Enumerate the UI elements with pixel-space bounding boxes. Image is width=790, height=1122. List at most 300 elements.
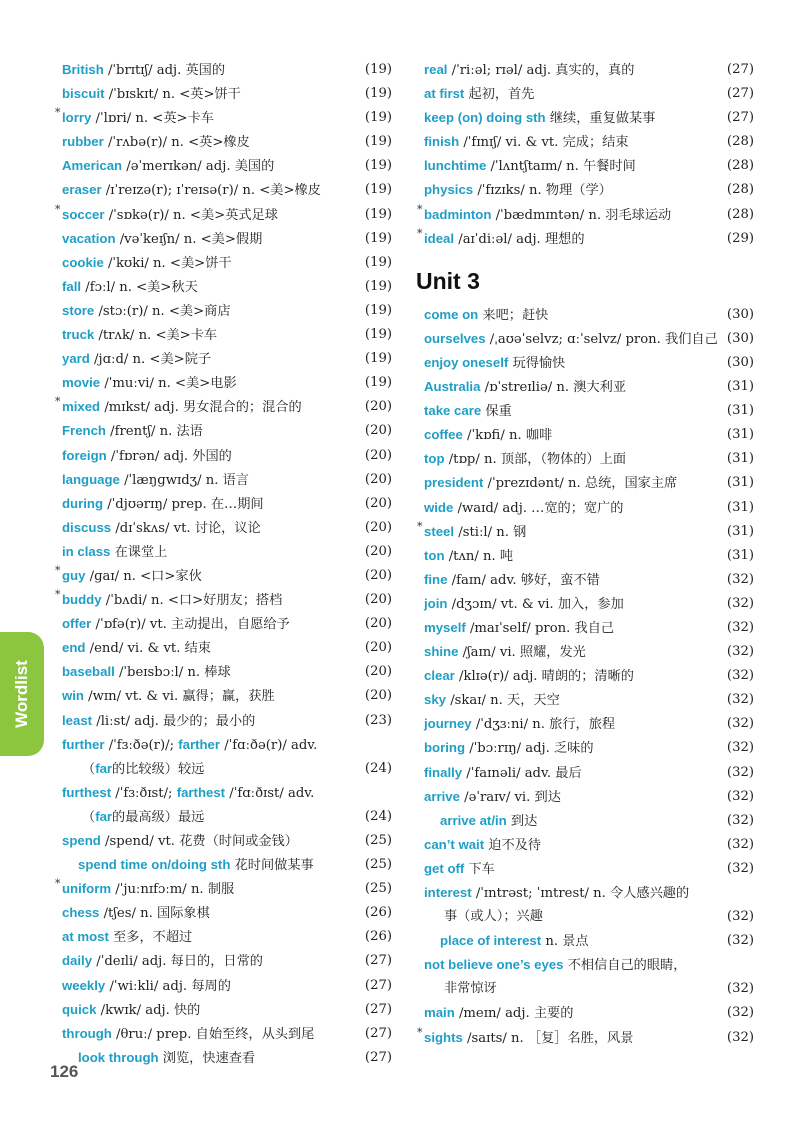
wordlist-entry	[424, 447, 754, 471]
entry-definition: /dʒɔɪn/ vt. & vi. 加入，参加	[447, 596, 624, 612]
entry-definition: 事（或人）；兴趣	[444, 909, 543, 925]
unit-page-ref: (25)	[364, 833, 392, 848]
unit-page-ref: (32)	[726, 619, 754, 635]
wordlist-entry	[62, 227, 392, 251]
entry-definition: /spend/ vt. 花费（时间或金钱）	[100, 834, 298, 849]
entry-definition: /jɑːd/ n. <美>院子	[89, 352, 212, 368]
unit-page-ref: (20)	[364, 447, 392, 463]
unit-page-ref: (26)	[364, 905, 392, 921]
new-word-marker: *	[55, 563, 61, 577]
new-word-marker: *	[417, 1025, 423, 1039]
headword: British	[62, 62, 104, 77]
headword: store	[62, 302, 95, 318]
headword: keep (on) doing sth	[424, 110, 546, 126]
entry-definition: 浏览，快速查看	[158, 1050, 256, 1066]
wordlist-entry	[417, 226, 754, 251]
headword: cookie	[62, 254, 104, 270]
wordlist-entry	[424, 1001, 754, 1025]
wordlist-entry	[62, 444, 392, 468]
wordlist-entry	[62, 468, 392, 492]
unit-page-ref: (25)	[364, 857, 392, 873]
unit-page-ref: (27)	[364, 1001, 392, 1017]
unit-page-ref: (28)	[726, 182, 754, 198]
entry-definition: 花时间做某事	[230, 858, 314, 874]
entry-definition: /ɪˈreɪzə(r); ɪˈreɪsə(r)/ n. <美>橡皮	[101, 183, 321, 199]
entry-definition: /ɒˈstreɪliə/ n. 澳大利亚	[480, 380, 627, 396]
wordlist-entry	[424, 616, 754, 640]
wordlist-entry	[55, 106, 392, 130]
entry-definition: /ˈbɪskɪt/ n. <英>饼干	[104, 87, 241, 103]
new-word-marker: *	[417, 226, 423, 240]
headword: quick	[62, 1001, 97, 1017]
headword: rubber	[62, 134, 104, 150]
unit-page-ref: (31)	[726, 499, 754, 515]
wordlist-entry	[62, 178, 392, 202]
headword: at most	[62, 929, 109, 945]
unit-page-ref: (27)	[364, 1049, 392, 1065]
entry-definition: /tɒp/ n. 顶部，（物体的）上面	[444, 452, 627, 468]
unit-page-ref: (32)	[726, 764, 754, 780]
wordlist-entry	[424, 303, 754, 327]
wordlist-entry	[62, 82, 392, 106]
headword: finally	[424, 764, 463, 780]
unit-page-ref: (20)	[364, 592, 392, 608]
headword: fine	[424, 571, 448, 587]
entry-definition: /kwɪk/ adj. 快的	[96, 1002, 201, 1018]
unit-page-ref: (27)	[726, 110, 754, 126]
entry-definition: /ˈlɒri/ n. <英>卡车	[91, 111, 214, 127]
headword: furthest	[62, 784, 112, 800]
wordlist-entry	[62, 516, 392, 540]
wordlist-entry	[424, 106, 754, 130]
unit-page-ref: (32)	[726, 1029, 754, 1045]
headword: ton	[424, 547, 445, 563]
headword: steel	[424, 523, 455, 539]
unit-page-ref: (31)	[726, 523, 754, 539]
unit-page-ref: (31)	[726, 403, 754, 419]
wordlist-entry	[424, 568, 754, 592]
new-word-marker: *	[417, 202, 423, 216]
headword: daily	[62, 953, 93, 969]
wordlist-entry	[417, 1025, 754, 1050]
entry-definition: /skaɪ/ n. 天，天空	[446, 693, 560, 709]
entry-definition: /əˈmerɪkən/ adj. 美国的	[122, 159, 275, 175]
wordlist-subentry	[424, 929, 754, 953]
entry-definition: /ˈɪntrəst; ˈɪntrest/ n. 令人感兴趣的	[471, 886, 690, 901]
unit-page-ref: (19)	[364, 86, 392, 102]
wordlist-entry	[424, 785, 754, 809]
unit-page-ref: (32)	[726, 668, 754, 684]
unit-heading: Unit 3	[416, 267, 480, 294]
wordlist-entry	[424, 130, 754, 154]
headword: get off	[424, 860, 465, 876]
wordlist-entry	[55, 877, 392, 901]
entry-definition: /wɪn/ vt. & vi. 赢得；赢，获胜	[83, 689, 275, 705]
headword: badminton	[424, 206, 492, 222]
wordlist-entry	[55, 202, 392, 227]
headword: clear	[424, 668, 455, 684]
headword: baseball	[62, 664, 115, 680]
unit-page-ref: (32)	[726, 644, 754, 660]
wordlist-entry	[62, 371, 392, 395]
entry-definition: /ˈbædmɪntən/ n. 羽毛球运动	[491, 207, 672, 223]
wordlist-entry	[62, 154, 392, 178]
entry-definition: /əˈraɪv/ vi. 到达	[459, 789, 561, 805]
entry-definition: /ˈsɒkə(r)/ n. <美>英式足球	[104, 207, 278, 223]
entry-definition: 在课堂上	[110, 544, 168, 560]
headword: lorry	[62, 110, 92, 126]
wordlist-entry	[62, 925, 392, 949]
headword: spend	[62, 833, 101, 848]
wordlist-entry	[62, 275, 392, 299]
entry-definition: 到达	[506, 813, 538, 829]
wordlist-entry-continuation	[62, 757, 392, 781]
entry-definition: /frentʃ/ n. 法语	[105, 424, 203, 440]
headword: Australia	[424, 379, 481, 395]
entry-definition: /ˈlʌntʃtaɪm/ n. 午餐时间	[486, 159, 636, 175]
headword: sights	[424, 1029, 463, 1045]
entry-definition: 来吧；赶快	[478, 307, 549, 323]
wordlist-entry	[62, 636, 392, 660]
wordlist-entry	[417, 202, 754, 227]
entry-definition: /dɪˈskʌs/ vt. 讨论，议论	[111, 520, 261, 536]
wordlist-side-tab	[0, 632, 44, 756]
wordlist-entry	[424, 761, 754, 785]
wordlist-entry	[62, 130, 392, 154]
unit-page-ref: (32)	[726, 933, 754, 949]
unit-page-ref: (31)	[726, 427, 754, 443]
entry-definition: 的最高级）最远	[112, 809, 205, 825]
wordlist-entry	[424, 881, 754, 905]
headword: arrive at/in	[440, 812, 507, 828]
headword: end	[62, 640, 86, 656]
headword: movie	[62, 375, 101, 391]
headword: foreign	[62, 447, 107, 463]
unit-page-ref: (31)	[726, 547, 754, 563]
entry-definition: /ˈdʒɜːni/ n. 旅行，旅程	[471, 717, 616, 733]
wordlist-entry	[62, 612, 392, 636]
headword: American	[62, 158, 123, 174]
entry-definition: /ˈwiːkli/ adj. 每周的	[105, 978, 231, 994]
wordlist-entry	[424, 399, 754, 423]
new-word-marker: *	[55, 202, 61, 216]
headword-variant: farther	[178, 736, 220, 752]
entry-definition: 继续，重复做某事	[545, 111, 656, 127]
wordlist-subentry	[62, 1046, 392, 1070]
headword: guy	[62, 567, 86, 583]
unit-page-ref: (20)	[364, 640, 392, 656]
entry-definition: /ˈfɜːðə(r)/;	[104, 737, 179, 753]
wordlist-subentry	[62, 853, 392, 877]
headword: physics	[424, 182, 474, 198]
headword: take care	[424, 403, 482, 419]
headword: uniform	[62, 881, 112, 897]
entry-definition: /ˈfɒrən/ adj. 外国的	[106, 448, 232, 464]
unit-page-ref: (32)	[726, 909, 754, 925]
headword: through	[62, 1025, 112, 1041]
new-word-marker: *	[55, 395, 61, 409]
wordlist-right-column	[416, 58, 754, 1050]
new-word-marker: *	[417, 519, 423, 533]
unit-page-ref: (20)	[364, 495, 392, 511]
unit-page-ref: (32)	[726, 740, 754, 756]
entry-definition: /ˈdjʊərɪŋ/ prep. 在…期间	[103, 496, 264, 512]
wordlist-entry	[424, 712, 754, 736]
entry-definition: /meɪn/ adj. 主要的	[454, 1006, 574, 1022]
wordlist-entry	[424, 664, 754, 688]
unit-page-ref: (32)	[726, 595, 754, 611]
headword: shine	[424, 644, 459, 660]
entry-definition: /aɪˈdiːəl/ adj. 理想的	[454, 231, 585, 247]
unit-page-ref: (19)	[364, 134, 392, 150]
headword: further	[62, 736, 105, 752]
headword: offer	[62, 616, 92, 632]
wordlist-entry	[424, 327, 754, 351]
wordlist-entry	[424, 471, 754, 495]
entry-definition: n. 景点	[541, 934, 589, 950]
headword: during	[62, 495, 104, 511]
headword: president	[424, 475, 484, 491]
entry-definition: /ɡaɪ/ n. <口>家伙	[85, 568, 202, 584]
entry-definition: /ˈbeɪsbɔːl/ n. 棒球	[114, 665, 231, 681]
wordlist-subentry	[424, 809, 754, 833]
headword: ideal	[424, 230, 455, 246]
headword: chess	[62, 905, 100, 921]
unit-page-ref: (19)	[364, 375, 392, 391]
wordlist-entry	[62, 323, 392, 347]
headword: boring	[424, 740, 466, 756]
wordlist-entry	[424, 544, 754, 568]
headword: lunchtime	[424, 158, 487, 174]
unit-page-ref: (32)	[726, 836, 754, 852]
headword: vacation	[62, 230, 116, 246]
unit-page-ref: (19)	[364, 278, 392, 294]
entry-definition: /ˈfɪzɪks/ n. 物理（学）	[473, 183, 612, 199]
wordlist-entry	[62, 419, 392, 443]
wordlist-entry	[62, 733, 392, 757]
headword: in class	[62, 543, 111, 559]
unit-page-ref: (20)	[364, 423, 392, 439]
unit-page-ref: (20)	[364, 399, 392, 415]
unit-page-ref: (32)	[726, 1005, 754, 1021]
wordlist-entry-continuation	[424, 905, 754, 929]
unit-page-ref: (27)	[364, 953, 392, 969]
entry-definition: 非常惊讶	[444, 981, 497, 997]
headword: ourselves	[424, 330, 486, 346]
wordlist-entry-continuation	[62, 805, 392, 829]
entry-definition: /ˈkʊki/ n. <美>饼干	[103, 255, 232, 271]
unit-page-ref: (19)	[364, 158, 392, 174]
unit-page-ref: (20)	[364, 664, 392, 680]
unit-page-ref: (30)	[726, 354, 754, 370]
unit-page-ref: (32)	[726, 981, 754, 997]
headword: join	[424, 595, 448, 611]
wordlist-entry	[62, 829, 392, 853]
headword: soccer	[62, 206, 105, 222]
unit-page-ref: (20)	[364, 519, 392, 535]
wordlist-entry	[62, 58, 392, 82]
wordlist-entry	[424, 58, 754, 82]
unit-page-ref: (19)	[364, 206, 392, 222]
unit-page-ref: (31)	[726, 379, 754, 395]
unit-page-ref: (19)	[364, 302, 392, 318]
side-tab-label: Wordlist	[12, 660, 31, 728]
entry-definition: /stɔː(r)/ n. <美>商店	[94, 303, 231, 319]
headword: main	[424, 1005, 455, 1021]
wordlist-entry	[424, 688, 754, 712]
wordlist-entry	[62, 251, 392, 275]
headword: sky	[424, 692, 447, 708]
wordlist-left-column	[55, 58, 392, 1070]
entry-definition: /ˈriːəl; rɪəl/ adj. 真实的，真的	[447, 63, 635, 78]
headword: top	[424, 451, 445, 467]
headword: interest	[424, 885, 472, 900]
unit-page-ref: (31)	[726, 475, 754, 491]
unit-page-ref: (32)	[726, 716, 754, 732]
entry-definition: 的比较级）较远	[112, 761, 205, 777]
headword: French	[62, 423, 106, 439]
unit-page-ref: (20)	[364, 688, 392, 704]
entry-definition: /ˈɒfə(r)/ vt. 主动提出，自愿给予	[91, 617, 290, 633]
page-number: 126	[50, 1062, 79, 1081]
wordlist-entry	[62, 492, 392, 516]
unit-page-ref: (28)	[726, 134, 754, 150]
headword: myself	[424, 619, 466, 635]
unit-page-ref: (25)	[364, 881, 392, 897]
unit-page-ref: (30)	[726, 306, 754, 322]
unit-page-ref: (20)	[364, 543, 392, 559]
wordlist-entry-continuation	[424, 977, 754, 1001]
headword: win	[62, 688, 84, 704]
entry-definition: /fɔːl/ n. <美>秋天	[81, 279, 198, 295]
wordlist-entry	[62, 974, 392, 998]
wordlist-entry	[62, 998, 392, 1022]
entry-definition: /ˌaʊəˈselvz; ɑːˈselvz/ pron. 我们自己	[485, 331, 718, 347]
wordlist-entry	[417, 519, 754, 544]
wordlist-entry	[424, 496, 754, 520]
wordlist-entry	[424, 154, 754, 178]
headword: buddy	[62, 592, 102, 608]
unit-page-ref: (30)	[726, 330, 754, 346]
headword: weekly	[62, 977, 106, 993]
unit-page-ref: (19)	[364, 62, 392, 77]
unit-page-ref: (27)	[364, 977, 392, 993]
wordlist-entry	[62, 347, 392, 371]
wordlist-entry	[62, 709, 392, 733]
entry-definition: /ˈdeɪli/ adj. 每日的，日常的	[92, 954, 263, 970]
unit-page-ref: (20)	[364, 567, 392, 583]
headword: yard	[62, 351, 90, 367]
unit-page-ref: (19)	[364, 230, 392, 246]
entry-definition: /ˈprezɪdənt/ n. 总统，国家主席	[483, 476, 678, 492]
wordlist-entry	[424, 736, 754, 760]
unit-page-ref: (19)	[364, 351, 392, 367]
headword: discuss	[62, 519, 112, 535]
headword: enjoy oneself	[424, 354, 509, 370]
unit-page-ref: (23)	[364, 712, 392, 728]
wordlist-entry	[55, 563, 392, 588]
headword: far	[95, 760, 113, 776]
unit-page-ref: (19)	[364, 327, 392, 343]
entry-definition: 保重	[481, 404, 512, 420]
entry-definition: /ˈmuːvi/ n. <美>电影	[100, 376, 237, 392]
unit-page-ref: (24)	[364, 808, 392, 824]
wordlist-entry	[62, 299, 392, 323]
headword: wide	[424, 499, 454, 515]
entry-definition: /θruː/ prep. 自始至终，从头到尾	[111, 1026, 315, 1042]
headword: journey	[424, 716, 472, 732]
wordlist-entry	[62, 540, 392, 564]
headword: spend time on/doing sth	[78, 857, 231, 873]
unit-page-ref: (29)	[726, 230, 754, 246]
new-word-marker: *	[55, 588, 61, 602]
headword: place of interest	[440, 933, 542, 949]
wordlist-entry	[424, 833, 754, 857]
entry-definition: /ˈbʌdi/ n. <口>好朋友；搭档	[101, 593, 283, 609]
unit-page-ref: (28)	[726, 158, 754, 174]
wordlist-entry	[424, 178, 754, 202]
wordlist-entry	[424, 351, 754, 375]
wordlist-entry	[55, 395, 392, 419]
entry-definition: /ˈfɪnɪʃ/ vi. & vt. 完成；结束	[459, 135, 629, 151]
wordlist-entry	[424, 423, 754, 447]
unit-page-ref: (32)	[726, 812, 754, 828]
entry-definition: /ˈjuːnɪfɔːm/ n. 制服	[111, 882, 235, 898]
wordlist-entry	[424, 375, 754, 399]
entry-definition: /faɪn/ adv. 够好，蛮不错	[447, 572, 600, 588]
unit-page-ref: (32)	[726, 692, 754, 708]
entry-definition-variant: /ˈfɑːðə(r)/ adv.	[220, 737, 318, 753]
entry-definition: /maɪˈself/ pron. 我自己	[465, 620, 615, 636]
wordlist-entry	[424, 640, 754, 664]
headword: look through	[78, 1049, 159, 1065]
entry-definition: /ˈfaɪnəli/ adv. 最后	[462, 765, 582, 781]
entry-definition: /ʃaɪn/ vi. 照耀，发光	[458, 645, 586, 661]
headword: least	[62, 712, 93, 728]
headword: at first	[424, 86, 465, 102]
headword: arrive	[424, 788, 460, 804]
unit-page-ref: (31)	[726, 451, 754, 467]
unit-page-ref: (32)	[726, 788, 754, 804]
unit-page-ref: (24)	[364, 760, 392, 776]
unit-page-ref: (32)	[726, 571, 754, 587]
entry-definition: 玩得愉快	[508, 355, 566, 371]
entry-definition: /ˈfɜːðɪst/;	[111, 785, 177, 801]
unit-page-ref: (27)	[364, 1025, 392, 1041]
entry-bracket: （	[82, 761, 96, 777]
entry-definition: /ˈrʌbə(r)/ n. <英>橡皮	[103, 135, 250, 151]
headword: far	[95, 808, 113, 824]
unit-page-ref: (19)	[364, 254, 392, 270]
entry-definition: 下车	[464, 861, 495, 877]
wordlist-entry	[62, 781, 392, 805]
entry-definition: 至多，不超过	[108, 930, 193, 946]
headword: truck	[62, 327, 95, 343]
entry-definition: /saɪts/ n. ［复］名胜，风景	[462, 1030, 634, 1046]
wordlist-entry	[424, 857, 754, 881]
unit-page-ref: (20)	[364, 616, 392, 632]
wordlist-entry	[62, 901, 392, 925]
wordlist-entry	[62, 660, 392, 684]
entry-definition: /liːst/ adj. 最少的；最小的	[92, 713, 256, 729]
unit-page-ref: (19)	[364, 182, 392, 198]
entry-definition: /waɪd/ adj. …宽的；宽广的	[453, 500, 624, 516]
wordlist-entry	[62, 1022, 392, 1046]
new-word-marker: *	[55, 106, 61, 120]
entry-definition: /ˈbɔːrɪŋ/ adj. 乏味的	[465, 741, 594, 757]
wordlist-entry	[55, 588, 392, 612]
entry-definition-variant: /ˈfɑːðɪst/ adv.	[225, 785, 315, 801]
